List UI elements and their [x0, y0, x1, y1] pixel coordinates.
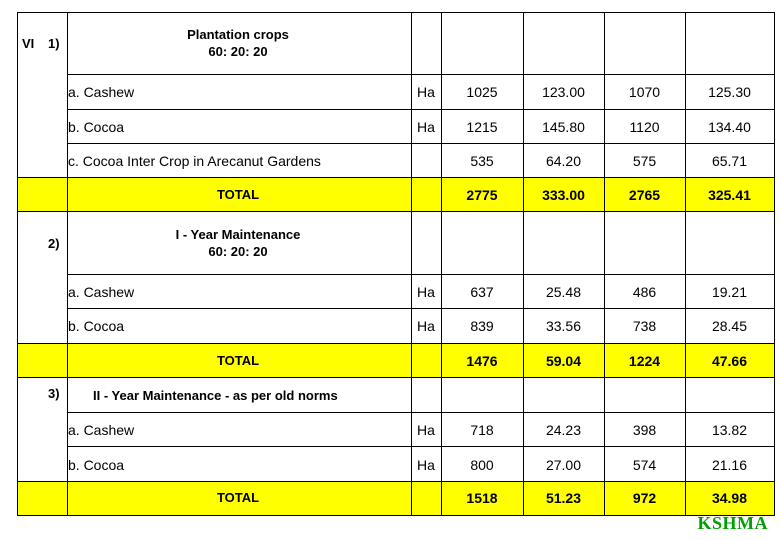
total-col3: 1224: [628, 353, 661, 369]
section-number: VI: [22, 36, 35, 51]
total-label: TOTAL: [216, 353, 260, 368]
row-col3: 398: [632, 422, 657, 438]
row-col2: 64.20: [545, 153, 582, 169]
row-col2: 123.00: [542, 84, 585, 100]
row-col2: 24.23: [545, 422, 582, 438]
row-name: a. Cashew: [68, 284, 135, 300]
row-name: b. Cocoa: [68, 119, 125, 135]
total-col1: 1518: [466, 490, 498, 506]
row-col3: 1120: [629, 119, 660, 135]
row-col4: 134.40: [708, 119, 751, 135]
total-label: TOTAL: [216, 490, 260, 505]
total-col2: 51.23: [545, 490, 582, 506]
row-unit: Ha: [417, 422, 435, 438]
row-col1: 1025: [466, 84, 498, 100]
group-subtitle: 60: 20: 20: [208, 44, 268, 59]
group-index: 3): [48, 386, 60, 401]
row-name: c. Cocoa Inter Crop in Arecanut Gardens: [68, 153, 321, 169]
row-unit: Ha: [417, 119, 435, 135]
total-col4: 34.98: [711, 490, 748, 506]
total-col2: 333.00: [542, 187, 585, 203]
row-col1: 800: [470, 457, 494, 473]
watermark-logo: KSHMA: [697, 513, 768, 533]
total-col3: 2765: [628, 187, 661, 203]
row-col3: 738: [632, 318, 657, 334]
total-col1: 2775: [466, 187, 498, 203]
row-col1: 637: [470, 284, 494, 300]
row-col3: 1070: [628, 84, 661, 100]
group-index: 2): [48, 236, 60, 251]
row-col4: 13.82: [711, 422, 748, 438]
row-unit: Ha: [417, 84, 435, 100]
row-col1: 535: [470, 153, 494, 169]
row-col4: 28.45: [711, 318, 748, 334]
total-col3: 972: [632, 490, 657, 506]
total-col4: 325.41: [708, 187, 751, 203]
row-col4: 21.16: [711, 457, 748, 473]
row-col4: 19.21: [711, 284, 748, 300]
row-col2: 25.48: [545, 284, 582, 300]
group-title: Plantation crops: [187, 27, 289, 42]
row-col1: 1215: [466, 119, 498, 135]
group-subtitle: 60: 20: 20: [208, 244, 268, 259]
group-title: I - Year Maintenance: [175, 227, 301, 242]
row-col2: 27.00: [545, 457, 582, 473]
row-col2: 145.80: [542, 119, 585, 135]
row-name: a. Cashew: [68, 422, 135, 438]
row-col4: 65.71: [711, 153, 748, 169]
row-col3: 575: [632, 153, 657, 169]
row-col2: 33.56: [545, 318, 582, 334]
total-col1: 1476: [466, 353, 498, 369]
group-title: II - Year Maintenance - as per old norms: [93, 388, 338, 403]
row-name: b. Cocoa: [68, 457, 125, 473]
row-col1: 839: [470, 318, 494, 334]
total-col2: 59.04: [545, 353, 582, 369]
total-label: TOTAL: [216, 187, 260, 202]
row-col4: 125.30: [708, 84, 751, 100]
row-col3: 486: [632, 284, 657, 300]
row-name: b. Cocoa: [68, 318, 125, 334]
row-unit: Ha: [417, 284, 435, 300]
row-col3: 574: [632, 457, 657, 473]
total-col4: 47.66: [711, 353, 748, 369]
row-unit: Ha: [417, 457, 435, 473]
row-col1: 718: [470, 422, 494, 438]
row-name: a. Cashew: [68, 84, 135, 100]
group-index: 1): [48, 36, 60, 51]
row-unit: Ha: [417, 318, 435, 334]
